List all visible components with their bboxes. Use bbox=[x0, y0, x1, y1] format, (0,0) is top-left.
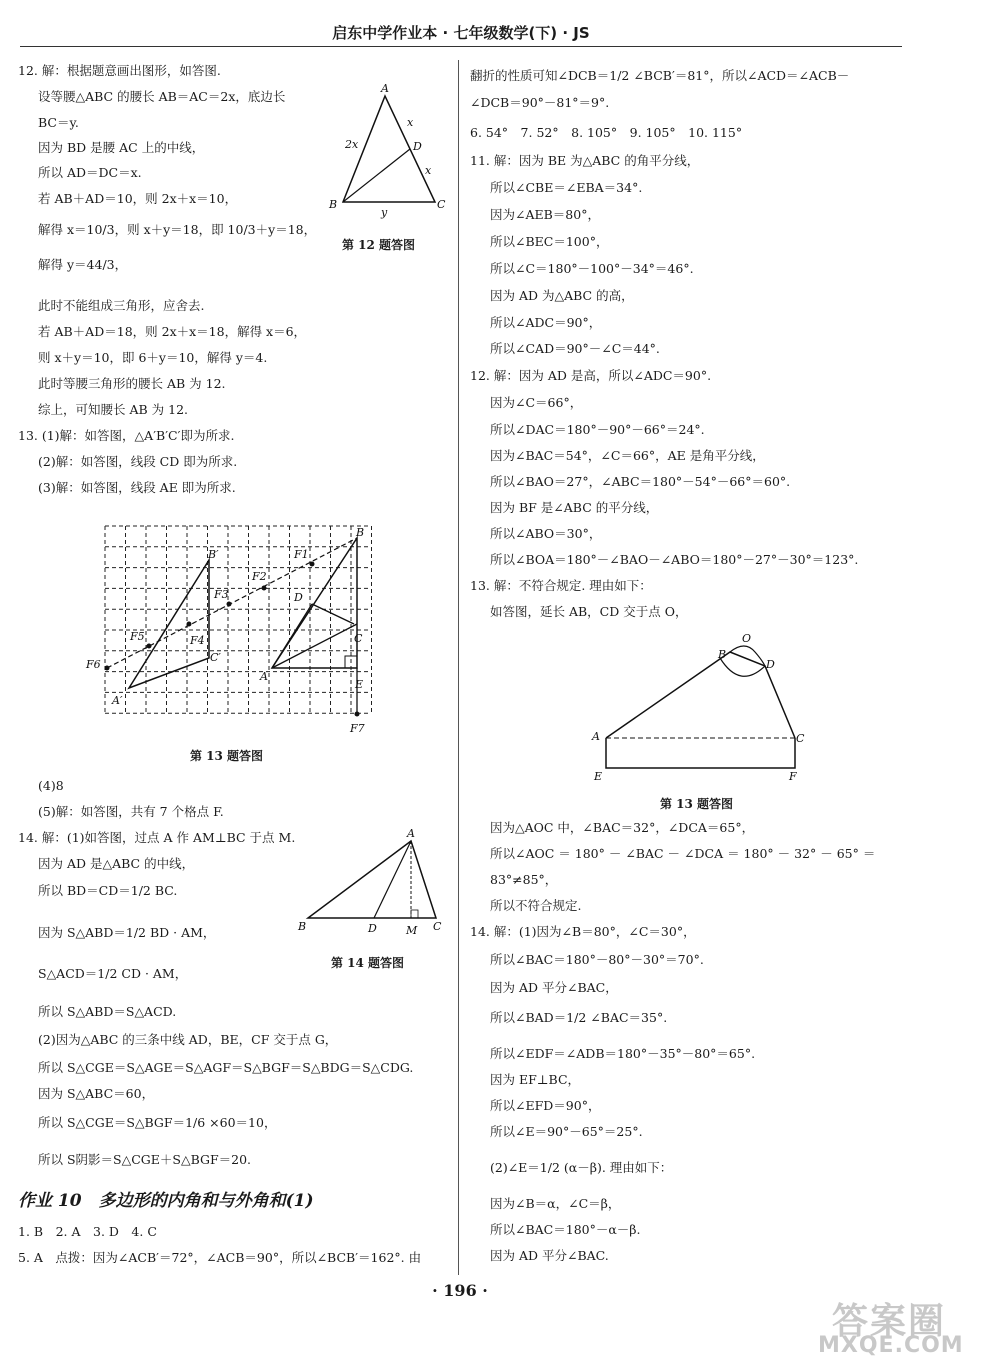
text-line: 此时等腰三角形的腰长 AB 为 12. bbox=[38, 376, 226, 391]
text-line: 所以∠DAC＝180°－90°－66°＝24°. bbox=[490, 422, 705, 437]
text-line: 如答图，延长 AB，CD 交于点 O， bbox=[490, 604, 688, 619]
caption-fig13-left: 第 13 题答图 bbox=[190, 749, 264, 763]
text-line: 所以∠CAD＝90°－∠C＝44°. bbox=[490, 341, 660, 356]
text-line: 因为 AD 是△ABC 的中线， bbox=[38, 856, 195, 871]
fig12-label-BC: y bbox=[381, 206, 388, 219]
left-after-section bbox=[18, 1222, 458, 1282]
text-line: 因为 AD 为△ABC 的高， bbox=[490, 288, 634, 303]
text-line: 设等腰△ABC 的腰长 AB＝AC＝2x，底边长 bbox=[38, 89, 286, 104]
watermark-logo bbox=[800, 1295, 990, 1359]
fig14-label: D bbox=[368, 922, 377, 935]
text-line: 所以∠CBE＝∠EBA＝34°. bbox=[490, 180, 643, 195]
fig13-label: B bbox=[356, 526, 365, 539]
text-line: 因为 AD 平分∠BAC， bbox=[490, 980, 618, 995]
fig13-label: F2 bbox=[252, 570, 267, 583]
figure-12-triangle bbox=[325, 82, 455, 222]
text-line: 所以∠BAC＝180°－80°－30°＝70°. bbox=[490, 952, 704, 967]
text-line: 所以∠ABO＝30°， bbox=[490, 526, 602, 541]
fig13-label: A bbox=[260, 670, 268, 683]
text-line: 所以 BD＝CD＝1/2 BC. bbox=[38, 883, 178, 898]
text-line: 1. B 2. A 3. D 4. C bbox=[18, 1224, 157, 1239]
text-line: 所以∠C＝180°－100°－34°＝46°. bbox=[490, 261, 694, 276]
fig12-label-DC: x bbox=[425, 164, 432, 177]
segment-AC bbox=[272, 624, 357, 668]
text-line: 所以∠BAC＝180°－α－β. bbox=[490, 1222, 641, 1237]
fig14-label: C bbox=[433, 920, 442, 933]
dashed-line-F bbox=[107, 538, 357, 668]
watermark-bottom: MXQE.COM bbox=[818, 1333, 964, 1358]
section-heading: 作业 10 多边形的内角和与外角和(1) bbox=[18, 1191, 314, 1211]
text-line: 因为 BD 是腰 AC 上的中线， bbox=[38, 140, 205, 155]
text-line: 因为 S△ABC＝60， bbox=[38, 1086, 155, 1101]
text-line: 所以 S△CGE＝S△BGF＝1/6 ×60＝10， bbox=[38, 1115, 277, 1130]
fig13r-label: A bbox=[592, 730, 600, 743]
fig13r-label: D bbox=[766, 658, 775, 671]
header-rule bbox=[20, 46, 902, 47]
fig13-label: F6 bbox=[86, 658, 101, 671]
fig13-label: F4 bbox=[190, 634, 205, 647]
fig13-label: F3 bbox=[214, 588, 229, 601]
triangle-A1B1C1 bbox=[129, 560, 209, 688]
text-line: 所以不符合规定. bbox=[490, 898, 582, 913]
column-divider bbox=[458, 60, 459, 1275]
text-line: 解得 y＝44/3， bbox=[38, 257, 128, 272]
fig13-label: B′ bbox=[208, 548, 219, 561]
text-line: (2)解：如答图，线段 CD 即为所求. bbox=[38, 454, 238, 469]
text-line: 所以∠ADC＝90°， bbox=[490, 315, 602, 330]
text-line: 83°≠85°， bbox=[490, 872, 558, 887]
text-line: 13. 解：不符合规定. 理由如下： bbox=[470, 578, 652, 593]
text-line: 解得 x＝10/3，则 x＋y＝18，即 10/3＋y＝18， bbox=[38, 222, 317, 237]
fig13-label: F7 bbox=[350, 722, 365, 735]
text-line: 因为∠B＝α，∠C＝β， bbox=[490, 1196, 621, 1211]
fig13-label: F1 bbox=[294, 548, 309, 561]
grid-lines bbox=[105, 526, 372, 714]
text-line: 所以∠BOA＝180°－∠BAO－∠ABO＝180°－27°－30°＝123°. bbox=[490, 552, 859, 567]
page-header: 启东中学作业本 · 七年级数学(下) · JS bbox=[332, 24, 590, 42]
fig13r-label: O bbox=[742, 632, 752, 645]
figure-13-grid bbox=[82, 518, 382, 738]
text-line: 若 AB＋AD＝10，则 2x＋x＝10， bbox=[38, 191, 238, 206]
text-line: 所以∠EDF＝∠ADB＝180°－35°－80°＝65°. bbox=[490, 1046, 756, 1061]
fig13r-label: B bbox=[718, 648, 727, 661]
watermark-top: 答案圈 bbox=[832, 1301, 947, 1342]
text-line: 因为 AD 平分∠BAC. bbox=[490, 1248, 609, 1263]
fig13-label: F5 bbox=[130, 630, 145, 643]
text-line: 因为∠BAC＝54°，∠C＝66°，AE 是角平分线， bbox=[490, 448, 765, 463]
figure-14-triangle bbox=[296, 826, 456, 941]
fig13r-label: F bbox=[789, 770, 797, 783]
text-line: 因为 BF 是∠ABC 的平分线， bbox=[490, 500, 659, 515]
text-line: 所以 S△ABD＝S△ACD. bbox=[38, 1004, 177, 1019]
text-line: 则 x＋y＝10，即 6＋y＝10，解得 y＝4. bbox=[38, 350, 268, 365]
text-line: 所以 S△CGE＝S△AGE＝S△AGF＝S△BGF＝S△BDG＝S△CDG. bbox=[38, 1060, 414, 1075]
text-line: 14. 解：(1)因为∠B＝80°，∠C＝30°， bbox=[470, 924, 696, 939]
text-line: ∠DCB＝90°－81°＝9°. bbox=[470, 95, 610, 110]
text-line: 5. A 点拨：因为∠ACB′＝72°，∠ACB＝90°，所以∠BCB′＝162°. 由 bbox=[18, 1250, 422, 1265]
text-line: 此时不能组成三角形，应舍去. bbox=[38, 298, 205, 313]
text-line: (3)解：如答图，线段 AE 即为所求. bbox=[38, 480, 236, 495]
fig12-label-C: C bbox=[437, 198, 446, 211]
text-line: 6. 54° 7. 52° 8. 105° 9. 105° 10. 115° bbox=[470, 125, 743, 140]
text-line: 若 AB＋AD＝18，则 2x＋x＝18，解得 x＝6， bbox=[38, 324, 307, 339]
fig14-label: A bbox=[407, 827, 415, 840]
text-line: 所以∠AOC ＝ 180° － ∠BAC － ∠DCA ＝ 180° － 32° － 65° ＝ bbox=[490, 846, 876, 861]
text-line: (4)8 bbox=[38, 778, 64, 793]
text-line: 所以∠BAD＝1/2 ∠BAC＝35°. bbox=[490, 1010, 668, 1025]
fig14-label: B bbox=[298, 920, 307, 933]
text-line: (2)∠E＝1/2 (α－β). 理由如下： bbox=[490, 1160, 673, 1175]
fig13-label: A′ bbox=[112, 694, 123, 707]
fig12-label-AD: x bbox=[407, 116, 414, 129]
fig13r-label: C bbox=[796, 732, 805, 745]
caption-fig14: 第 14 题答图 bbox=[331, 956, 405, 970]
text-line: 11. 解：因为 BE 为△ABC 的角平分线， bbox=[470, 153, 700, 168]
text-line: 因为 EF⊥BC， bbox=[490, 1072, 581, 1087]
page-number: · 196 · bbox=[432, 1281, 488, 1300]
text-line: 14. 解：(1)如答图，过点 A 作 AM⊥BC 于点 M. bbox=[18, 830, 296, 845]
figure-13-right-quadrilateral bbox=[590, 630, 810, 795]
fig13r-label: E bbox=[594, 770, 603, 783]
text-line: 因为△AOC 中，∠BAC＝32°，∠DCA＝65°， bbox=[490, 820, 755, 835]
fig13-label: E bbox=[355, 678, 364, 691]
segment-CD bbox=[312, 604, 354, 624]
fig12-label-A: A bbox=[381, 82, 389, 95]
fig13-label: C bbox=[354, 632, 363, 645]
fig13-label: D bbox=[294, 591, 303, 604]
text-line: 12. 解：因为 AD 是高，所以∠ADC＝90°. bbox=[470, 368, 712, 383]
text-line: 13. (1)解：如答图，△A′B′C′即为所求. bbox=[18, 428, 235, 443]
text-line: 因为∠C＝66°， bbox=[490, 395, 583, 410]
text-line: 所以 S阴影＝S△CGE＋S△BGF＝20. bbox=[38, 1152, 252, 1167]
text-line: 所以∠E＝90°－65°＝25°. bbox=[490, 1124, 643, 1139]
fig14-label: M bbox=[406, 924, 418, 937]
text-line: S△ACD＝1/2 CD · AM， bbox=[38, 966, 188, 981]
text-line: 因为∠AEB＝80°， bbox=[490, 207, 600, 222]
text-line: 所以∠EFD＝90°， bbox=[490, 1098, 601, 1113]
text-line: BC＝y. bbox=[38, 115, 79, 130]
fig12-label-D: D bbox=[413, 140, 422, 153]
text-line: (2)因为△ABC 的三条中线 AD，BE，CF 交于点 G， bbox=[38, 1032, 338, 1047]
caption-fig13-right: 第 13 题答图 bbox=[660, 797, 734, 811]
fig12-label-AB: 2x bbox=[345, 138, 359, 151]
caption-fig12: 第 12 题答图 bbox=[342, 238, 416, 252]
text-line: 所以∠BEC＝100°， bbox=[490, 234, 609, 249]
fig13-label: C′ bbox=[210, 651, 221, 664]
text-line: 综上，可知腰长 AB 为 12. bbox=[38, 402, 189, 417]
text-line: 翻折的性质可知∠DCB＝1/2 ∠BCB′＝81°，所以∠ACD＝∠ACB－ bbox=[470, 68, 850, 83]
text-line: 所以∠BAO＝27°，∠ABC＝180°－54°－66°＝60°. bbox=[490, 474, 791, 489]
text-line: 12. 解：根据题意画出图形，如答图. bbox=[18, 63, 221, 78]
text-line: 因为 S△ABD＝1/2 BD · AM， bbox=[38, 925, 216, 940]
text-line: 所以 AD＝DC＝x. bbox=[38, 165, 142, 180]
text-line: (5)解：如答图，共有 7 个格点 F. bbox=[38, 804, 224, 819]
fig12-label-B: B bbox=[329, 198, 338, 211]
